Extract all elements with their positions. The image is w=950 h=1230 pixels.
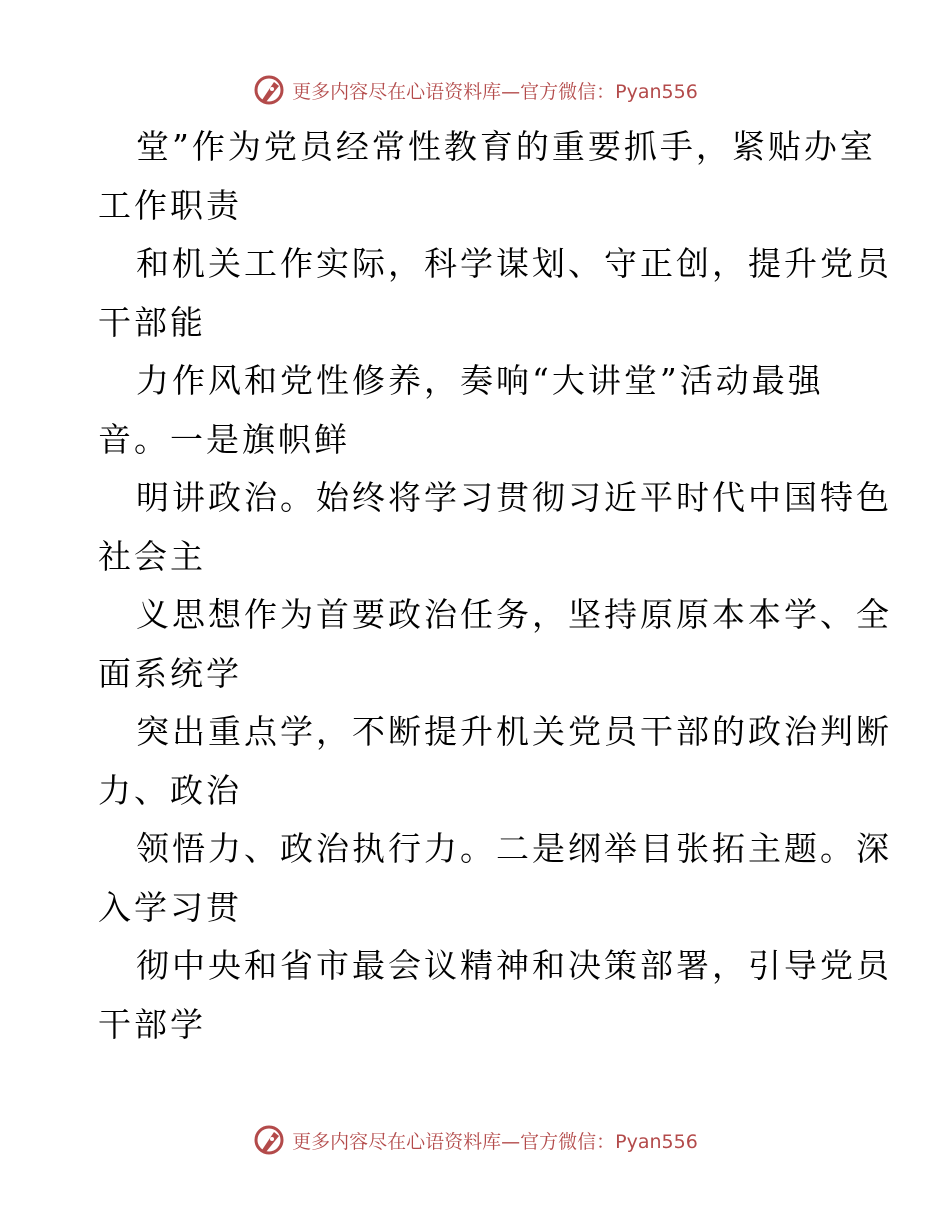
text-line: 义思想作为首要政治任务，坚持原原本本学、全 bbox=[136, 595, 892, 634]
text-line: 力、政治 bbox=[98, 770, 242, 810]
text-line: 干部学 bbox=[98, 1004, 206, 1044]
pen-nib-logo-icon bbox=[252, 1123, 286, 1157]
text-line: 明讲政治。始终将学习贯彻习近平时代中国特色 bbox=[136, 478, 892, 517]
text-line: 领悟力、政治执行力。二是纲举目张拓主题。深 bbox=[136, 829, 892, 868]
text-line: 彻中央和省市最会议精神和决策部署，引导党员 bbox=[136, 946, 892, 985]
text-line: 工作职责 bbox=[98, 185, 242, 225]
header-banner-text: 更多内容尽在心语资料库—官方微信：Pyan556 bbox=[292, 80, 698, 103]
text-line: 音。一是旗帜鲜 bbox=[98, 419, 350, 459]
pen-nib-logo-icon bbox=[252, 73, 286, 107]
footer-banner-text: 更多内容尽在心语资料库—官方微信：Pyan556 bbox=[292, 1130, 698, 1153]
document-body bbox=[98, 118, 892, 1054]
text-line: 力作风和党性修养，奏响“大讲堂”活动最强 bbox=[136, 361, 824, 400]
text-line: 面系统学 bbox=[98, 653, 242, 693]
text-line: 入学习贯 bbox=[98, 887, 242, 927]
footer-banner bbox=[0, 1120, 950, 1160]
text-line: 干部能 bbox=[98, 302, 206, 342]
header-banner bbox=[0, 70, 950, 110]
text-line: 堂”作为党员经常性教育的重要抓手，紧贴办室 bbox=[136, 127, 876, 166]
text-line: 和机关工作实际，科学谋划、守正创，提升党员 bbox=[136, 244, 892, 283]
text-line: 突出重点学，不断提升机关党员干部的政治判断 bbox=[136, 712, 892, 751]
text-line: 社会主 bbox=[98, 536, 206, 576]
